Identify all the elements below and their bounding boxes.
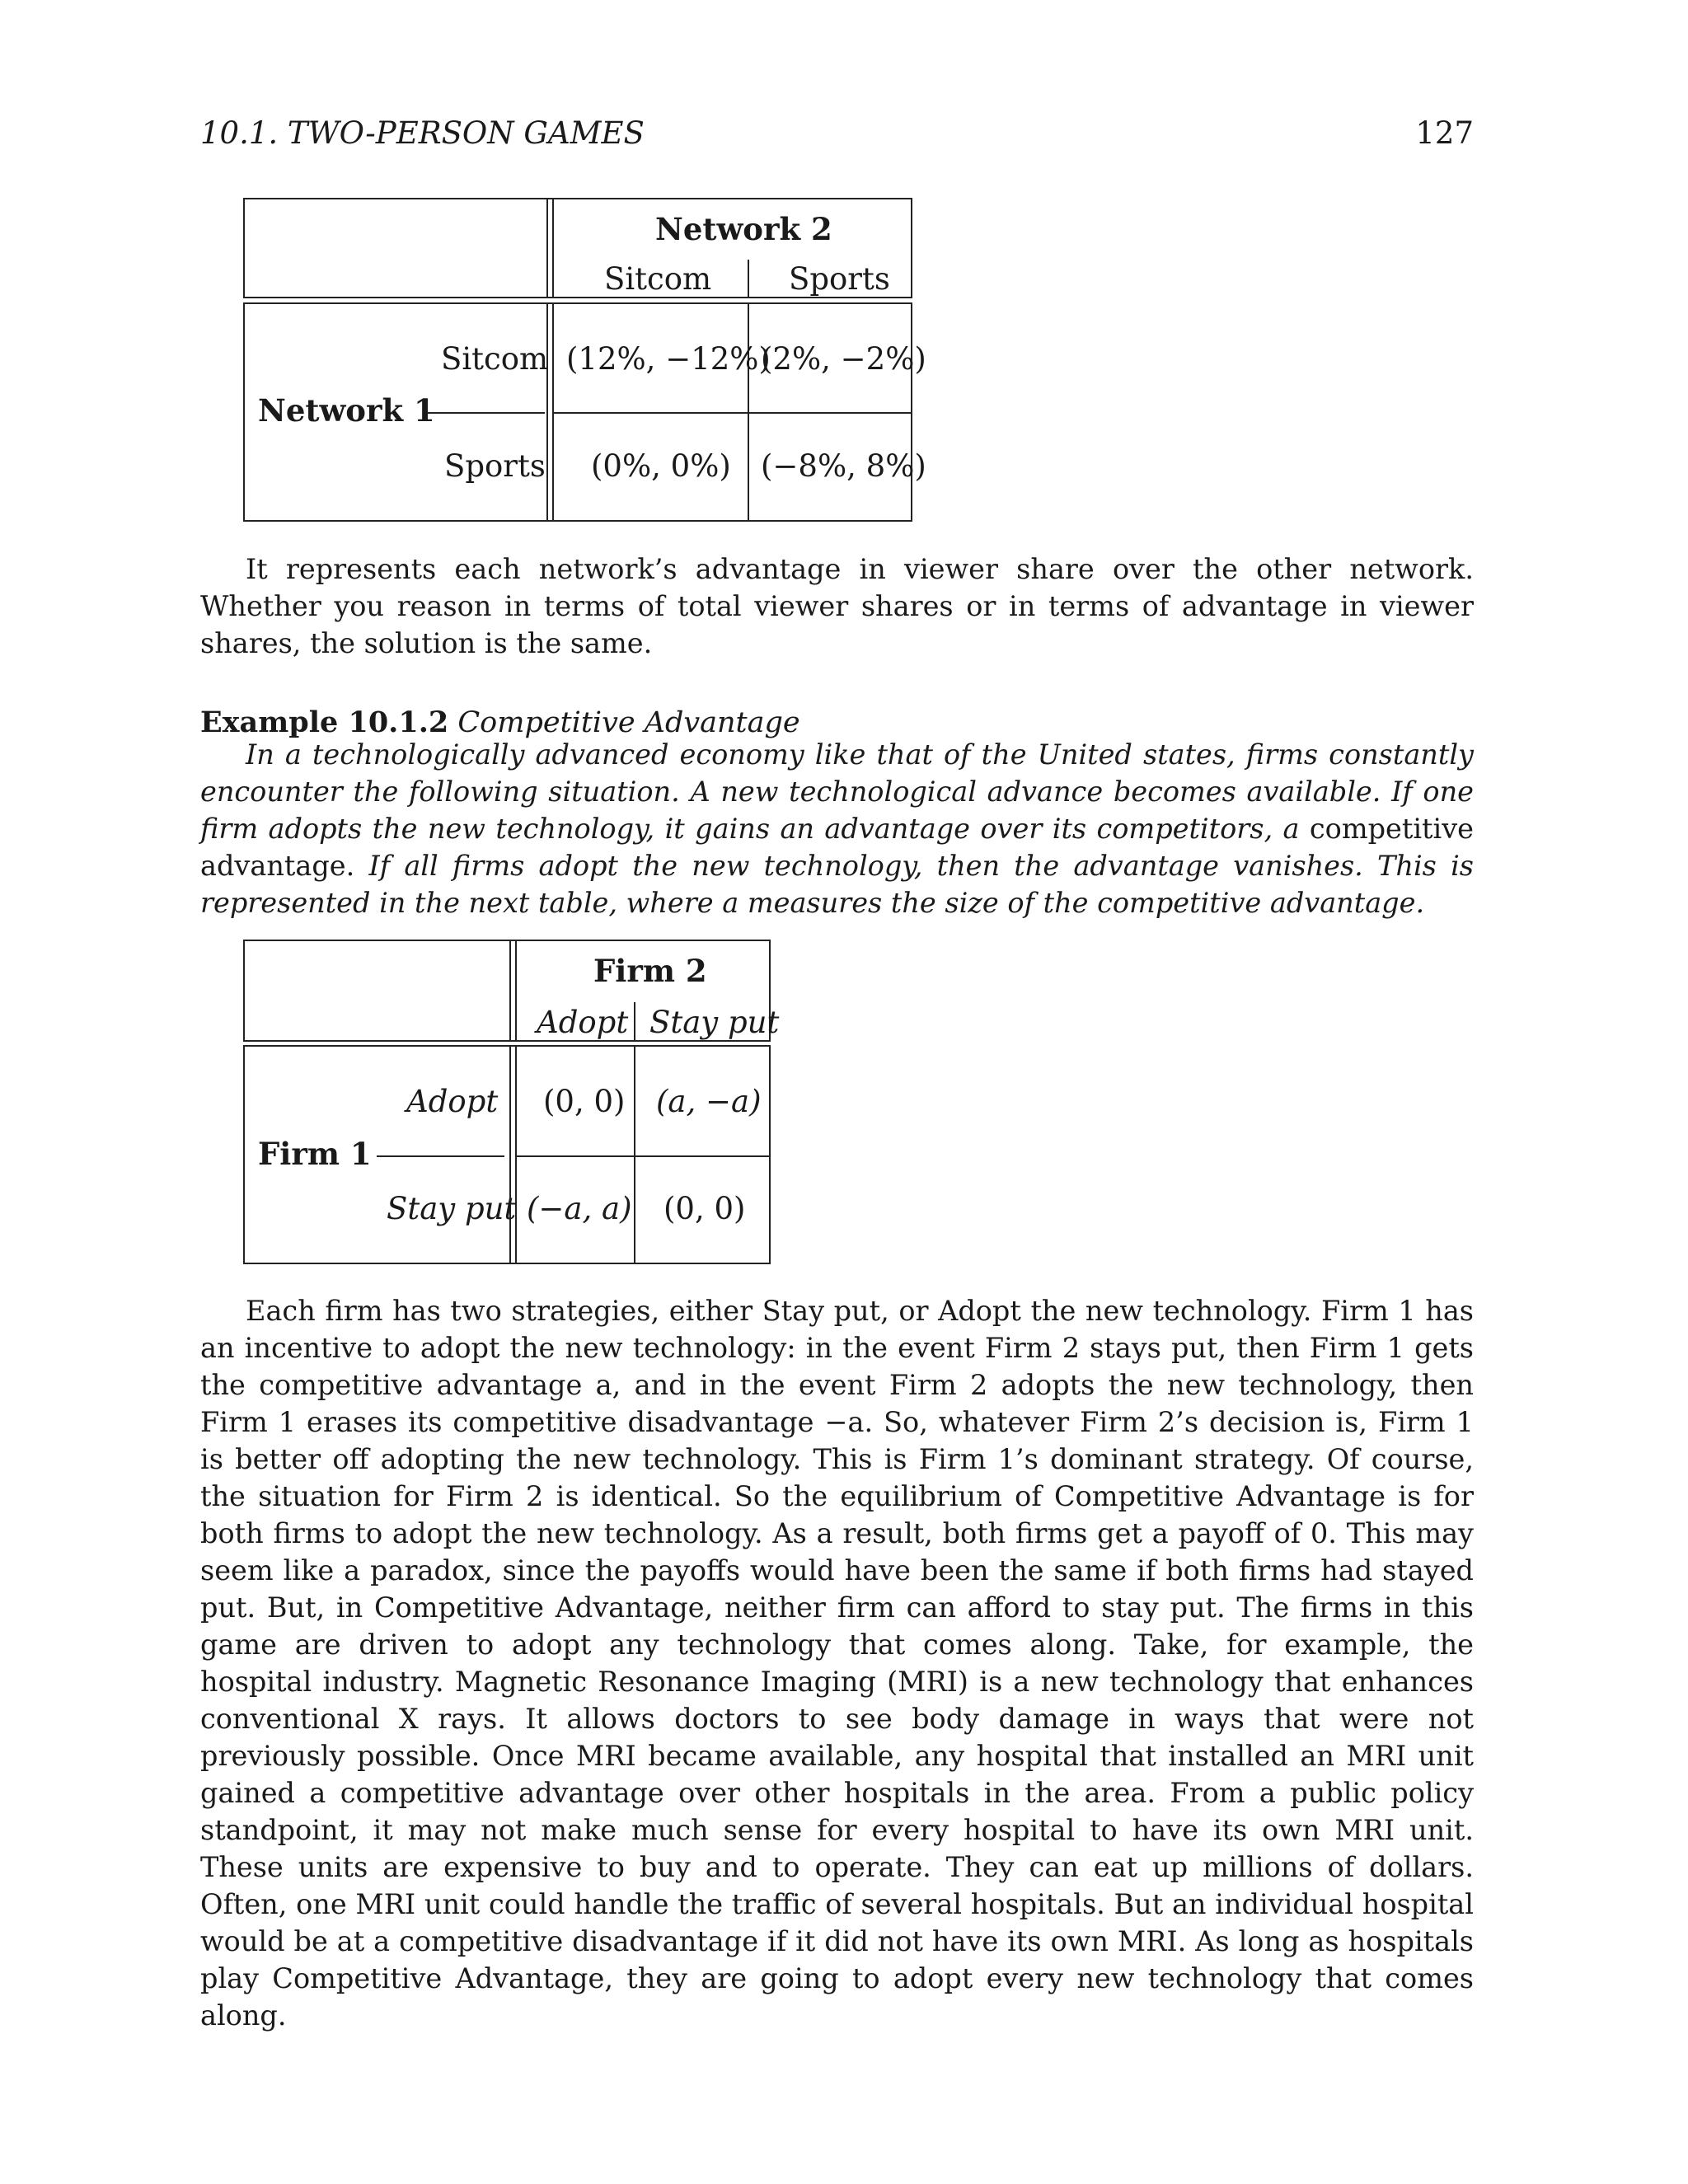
table1-body-box (243, 302, 926, 522)
payoff-cell: (0, 0) (663, 1191, 746, 1226)
payoff-cell: (0%, 0%) (591, 448, 731, 484)
column-strategy-sports: Sports (789, 261, 890, 297)
page-number: 127 (1415, 115, 1474, 151)
row-player-label: Network 1 (258, 392, 435, 429)
term-competitive-advantage: competitive advantage. (200, 813, 1474, 882)
row-strategy-sitcom: Sitcom (441, 341, 549, 377)
payoff-cell: (−a, a) (527, 1191, 632, 1226)
row-strategy-sports: Sports (444, 448, 546, 484)
payoff-cell: (2%, −2%) (761, 341, 926, 377)
payoff-cell: (a, −a) (656, 1084, 762, 1119)
payoff-cell: (0, 0) (543, 1084, 626, 1119)
example-heading (200, 705, 800, 739)
column-player-label: Firm 2 (593, 953, 707, 989)
row-strategy-stay-put: Stay put (387, 1191, 517, 1226)
payoff-cell: (12%, −12%) (566, 341, 771, 377)
table1-header-box (243, 198, 912, 298)
example-body (200, 736, 1474, 921)
example-title: Competitive Advantage (457, 706, 800, 739)
column-strategy-sitcom: Sitcom (604, 261, 712, 297)
table2-body-box (243, 1045, 771, 1264)
row-strategy-adopt: Adopt (406, 1084, 499, 1119)
row-player-label: Firm 1 (258, 1136, 372, 1172)
column-player-label: Network 2 (655, 211, 832, 247)
example-body-part2: If all firms adopt the new technology, then the advantage vanishes. This is represented in the next table, where a measures the size of the competitive advantage. (200, 850, 1474, 919)
column-strategy-stay-put: Stay put (649, 1005, 780, 1040)
running-head: 10.1. TWO-PERSON GAMES (200, 115, 645, 151)
table2-header-box (243, 940, 780, 1042)
paragraph-viewer-share: It represents each network’s advantage in viewer share over the other network. Whether you reason in terms of total viewer shares or in terms of advantage in viewer shares, the solution is the same. (200, 553, 1474, 659)
example-label: Example 10.1.2 (200, 705, 449, 739)
payoff-cell: (−8%, 8%) (761, 448, 926, 484)
column-strategy-adopt: Adopt (537, 1005, 629, 1040)
example-body-part1: In a technologically advanced economy like that of the United states, firms constantly encounter the following situation. A new technological advance becomes available. If one firm adopts the new technology, it gains an advantage over its competitors, a (200, 738, 1474, 845)
paragraph-competitive-advantage-discussion: Each firm has two strategies, either Stay put, or Adopt the new technology. Firm 1 has an incentive to adopt the new technology: in the event Firm 2 stays put, then Firm 1 gets the competitive advantage a, and in the event Firm 2 adopts the new technology, then Firm 1 erases its competitive disadvantage −a. So, whatever Firm 2’s decision is, Firm 1 is better off adopting the new technology. This is Firm 1’s dominant strategy. Of course, the situation for Firm 2 is identical. So the equilibrium of Competitive Advantage is for both firms to adopt the new technology. As a result, both firms get a payoff of 0. This may seem like a paradox, since the payoffs would have been the same if both firms had stayed put. But, in Competitive Advantage, neither firm can afford to stay put. The firms in this game are driven to adopt any technology that comes along. Take, for example, the hospital industry. Magnetic Resonance Imaging (MRI) is a new technology that enhances conventional X rays. It allows doctors to see body damage in ways that were not previously possible. Once MRI became available, any hospital that installed an MRI unit gained a competitive advantage over other hospitals in the area. From a public policy standpoint, it may not make much sense for every hospital to have its own MRI unit. These units are expensive to buy and to operate. They can eat up millions of dollars. Often, one MRI unit could handle the traffic of several hospitals. But an individual hospital would be at a competitive disadvantage if it did not have its own MRI. As long as hospitals play Competitive Advantage, they are going to adopt every new technology that comes along. (200, 1295, 1474, 2032)
